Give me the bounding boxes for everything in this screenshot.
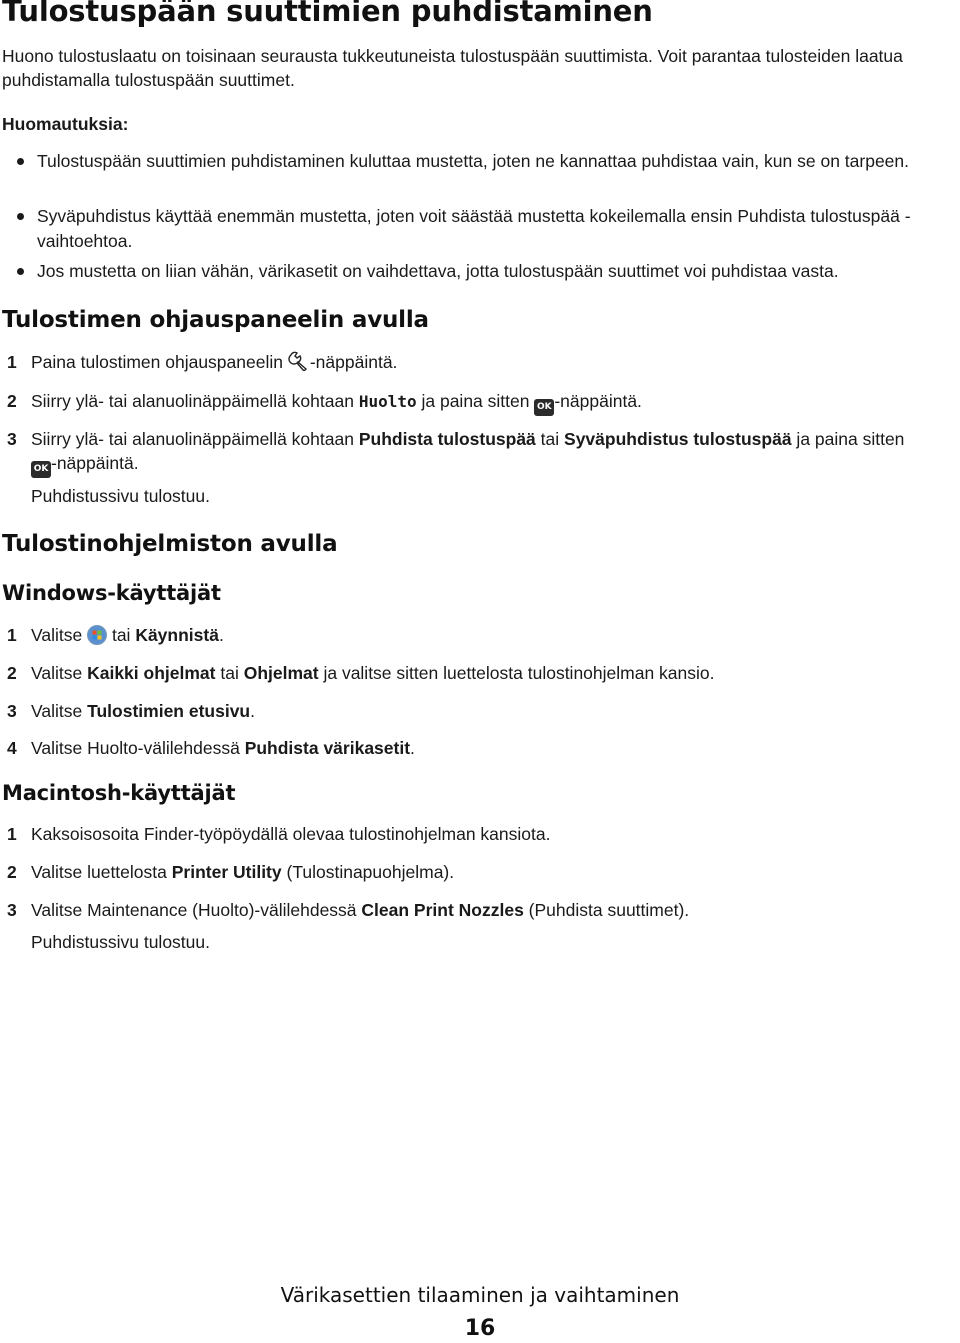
step-text: Paina tulostimen ohjauspaneelin xyxy=(31,352,288,372)
section-heading-software: Tulostinohjelmiston avulla xyxy=(2,531,338,557)
bullet-icon xyxy=(17,268,24,275)
step-item xyxy=(7,736,959,760)
windows-start-icon xyxy=(87,625,107,645)
step-item xyxy=(7,389,959,416)
step-text: . xyxy=(250,701,255,721)
note-text: Jos mustetta on liian vähän, värikasetit on vaihdettava, jotta tulostuspään suuttimet voi puhdistaa vasta. xyxy=(37,261,839,281)
step-text: -näppäintä. xyxy=(554,391,642,411)
option-name: Puhdista värikasetit xyxy=(244,738,411,758)
step-text: . xyxy=(410,738,415,758)
step-number: 3 xyxy=(7,429,17,449)
step-item xyxy=(7,623,959,647)
step-text: Valitse Huolto-välilehdessä xyxy=(31,738,245,758)
note-item xyxy=(37,149,957,174)
footer-section-title: Värikasettien tilaaminen ja vaihtaminen xyxy=(280,1283,680,1307)
wrench-icon xyxy=(288,351,310,371)
step-number: 2 xyxy=(7,862,17,882)
step-number: 1 xyxy=(7,352,17,372)
step-number: 1 xyxy=(7,824,17,844)
note-item xyxy=(37,259,957,284)
step-number: 2 xyxy=(7,663,17,683)
step-text: Siirry ylä- tai alanuolinäppäimellä kohtaan xyxy=(31,429,359,449)
bullet-icon xyxy=(17,213,24,220)
intro-paragraph: Huono tulostuslaatu on toisinaan seurausta tukkeutuneista tulostuspään suuttimista. Voit parantaa tulosteiden laatua puhdistamalla tulostuspään suuttimet. xyxy=(2,46,903,90)
option-name: Printer Utility xyxy=(171,862,282,882)
step-item xyxy=(7,898,959,922)
step-text: Valitse luettelosta xyxy=(31,862,172,882)
step-text: -näppäintä. xyxy=(51,453,139,473)
page-title: Tulostuspään suuttimien puhdistaminen xyxy=(2,0,653,28)
subsection-heading-windows: Windows-käyttäjät xyxy=(2,581,221,605)
bullet-icon xyxy=(17,158,24,165)
step-item xyxy=(7,699,959,723)
step-result: Puhdistussivu tulostuu. xyxy=(31,932,210,952)
step-item xyxy=(7,350,959,374)
option-name: Puhdista tulostuspää xyxy=(358,429,536,449)
step-text: Valitse xyxy=(31,701,88,721)
step-number: 3 xyxy=(7,701,17,721)
option-name: Clean Print Nozzles xyxy=(361,900,524,920)
step-number: 4 xyxy=(7,738,17,758)
step-text: (Puhdista suuttimet). xyxy=(523,900,690,920)
option-name: Kaikki ohjelmat xyxy=(87,663,216,683)
step-text: Kaksoisosoita Finder-työpöydällä olevaa tulostinohjelman kansiota. xyxy=(31,824,551,844)
step-text: (Tulostinapuohjelma). xyxy=(281,862,455,882)
ok-button-icon: OK xyxy=(31,461,51,478)
step-text: Valitse xyxy=(31,625,88,645)
step-text: . xyxy=(218,625,224,645)
step-number: 2 xyxy=(7,391,17,411)
note-text: Tulostuspään suuttimien puhdistaminen kuluttaa mustetta, joten ne kannattaa puhdistaa vain, kun se on tarpeen. xyxy=(37,151,910,171)
step-number: 3 xyxy=(7,900,17,920)
step-item xyxy=(7,661,959,685)
step-text: tai xyxy=(535,429,565,449)
step-item xyxy=(7,427,959,478)
step-text: ja paina sitten xyxy=(416,391,535,411)
step-text: Valitse xyxy=(31,663,88,683)
note-text: Syväpuhdistus käyttää enemmän mustetta, joten voit säästää mustetta kokeilemalla ensin Puhdista tulostuspää -vaihtoehtoa. xyxy=(37,206,911,251)
section-heading-panel: Tulostimen ohjauspaneelin avulla xyxy=(2,307,429,333)
step-item xyxy=(7,822,959,846)
step-text: ja paina sitten xyxy=(791,429,905,449)
page-number: 16 xyxy=(464,1316,496,1341)
step-text: tai xyxy=(107,625,136,645)
step-text: ja valitse sitten luettelosta tulostinohjelman kansio. xyxy=(318,663,715,683)
option-name: Ohjelmat xyxy=(243,663,319,683)
option-name: Käynnistä xyxy=(135,625,219,645)
note-item xyxy=(37,204,957,254)
option-name: Tulostimien etusivu xyxy=(87,701,251,721)
notes-heading: Huomautuksia: xyxy=(2,114,129,134)
menu-item-code: Huolto xyxy=(358,392,417,411)
step-text: Valitse Maintenance (Huolto)-välilehdessä xyxy=(31,900,362,920)
step-text: tai xyxy=(215,663,244,683)
step-text: -näppäintä. xyxy=(309,352,398,372)
step-text: Siirry ylä- tai alanuolinäppäimellä kohtaan xyxy=(31,391,359,411)
option-name: Syväpuhdistus tulostuspää xyxy=(564,429,792,449)
subsection-heading-mac: Macintosh-käyttäjät xyxy=(2,781,236,805)
step-number: 1 xyxy=(7,625,17,645)
ok-button-icon: OK xyxy=(534,399,554,416)
step-result: Puhdistussivu tulostuu. xyxy=(31,486,210,506)
step-item xyxy=(7,860,959,884)
